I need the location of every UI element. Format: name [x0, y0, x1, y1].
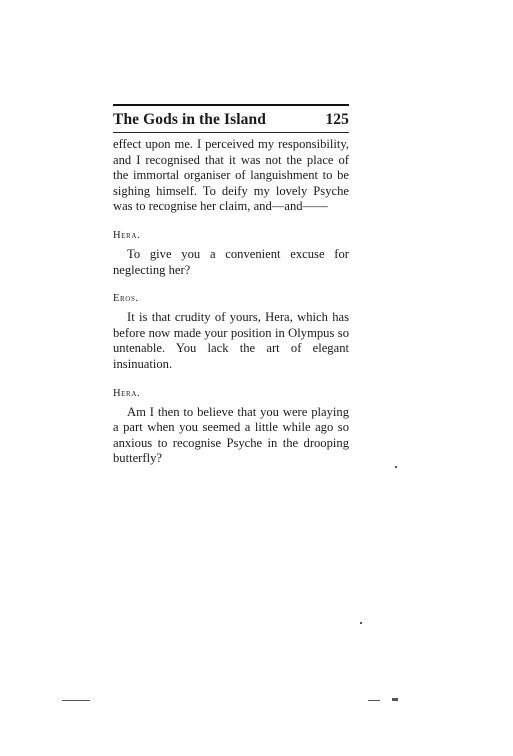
scan-speck — [395, 466, 397, 468]
running-title: The Gods in the Island — [113, 111, 266, 128]
speech-paragraph: It is that crudity of yours, Hera, which has before now made your position in Olympus so untenable. You lack the art of elegant insinuation. — [113, 310, 349, 371]
scan-speck — [392, 698, 398, 701]
running-header — [113, 110, 349, 129]
continuation-paragraph: effect upon me. I perceived my responsibility, and I recognised that it was not the place of the immortal organiser of languishment to be sighing himself. To deify my lovely Psyche was to recognise her claim, and—and—— — [113, 137, 349, 214]
speech-paragraph: To give you a convenient excuse for neglecting her? — [113, 246, 349, 277]
speaker-label: Hera. — [113, 229, 141, 241]
speech-paragraph: Am I then to believe that you were playing a part when you seemed a little while ago so anxious to recognise Psyche in the drooping butterfly? — [113, 404, 349, 466]
header-bottom-rule — [113, 132, 349, 133]
speaker-label: Hera. — [113, 387, 141, 399]
scan-speck — [62, 700, 90, 701]
book-page — [113, 104, 349, 467]
speaker-label: Eros. — [113, 293, 139, 305]
header-top-rule — [113, 104, 349, 106]
scan-speck — [368, 700, 380, 701]
page-number: 125 — [325, 111, 349, 128]
scan-speck — [360, 622, 362, 624]
